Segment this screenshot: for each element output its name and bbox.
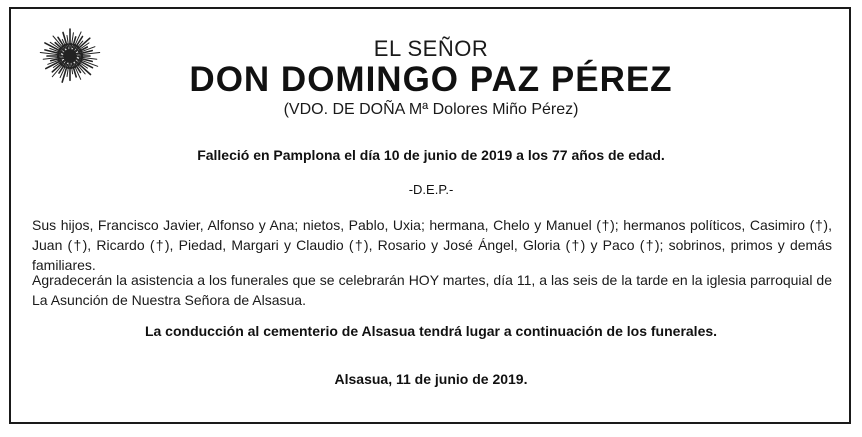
place-date: Alsasua, 11 de junio de 2019.	[334, 371, 528, 387]
family-paragraph: Sus hijos, Francisco Javier, Alfonso y Ana; nietos, Pablo, Uxia; hermana, Chelo y Manuel (†); hermanos políticos, Casimiro (†), Juan (†), Ricardo (†), Piedad, Margari y Claudio (†), Rosario y José Ángel, Gloria (†) y Paco (†); sobrinos, primos y demás familiares.	[32, 217, 832, 273]
rip-line: -D.E.P.-	[408, 182, 454, 197]
title-prefix: EL SEÑOR	[373, 36, 489, 61]
death-announcement: Falleció en Pamplona el día 10 de junio de 2019 a los 77 años de edad.	[197, 147, 665, 163]
cortege-line: La conducción al cementerio de Alsasua tendrá lugar a continuación de los funerales.	[144, 323, 718, 339]
widow-line: (VDO. DE DOÑA Mª Dolores Miño Pérez)	[283, 101, 579, 118]
deceased-name: DON DOMINGO PAZ PÉREZ	[189, 60, 673, 99]
funeral-paragraph: Agradecerán la asistencia a los funerales que se celebrarán HOY martes, día 11, a las seis de la tarde en la iglesia parroquial de La Asunción de Nuestra Señora de Alsasua.	[32, 272, 832, 308]
